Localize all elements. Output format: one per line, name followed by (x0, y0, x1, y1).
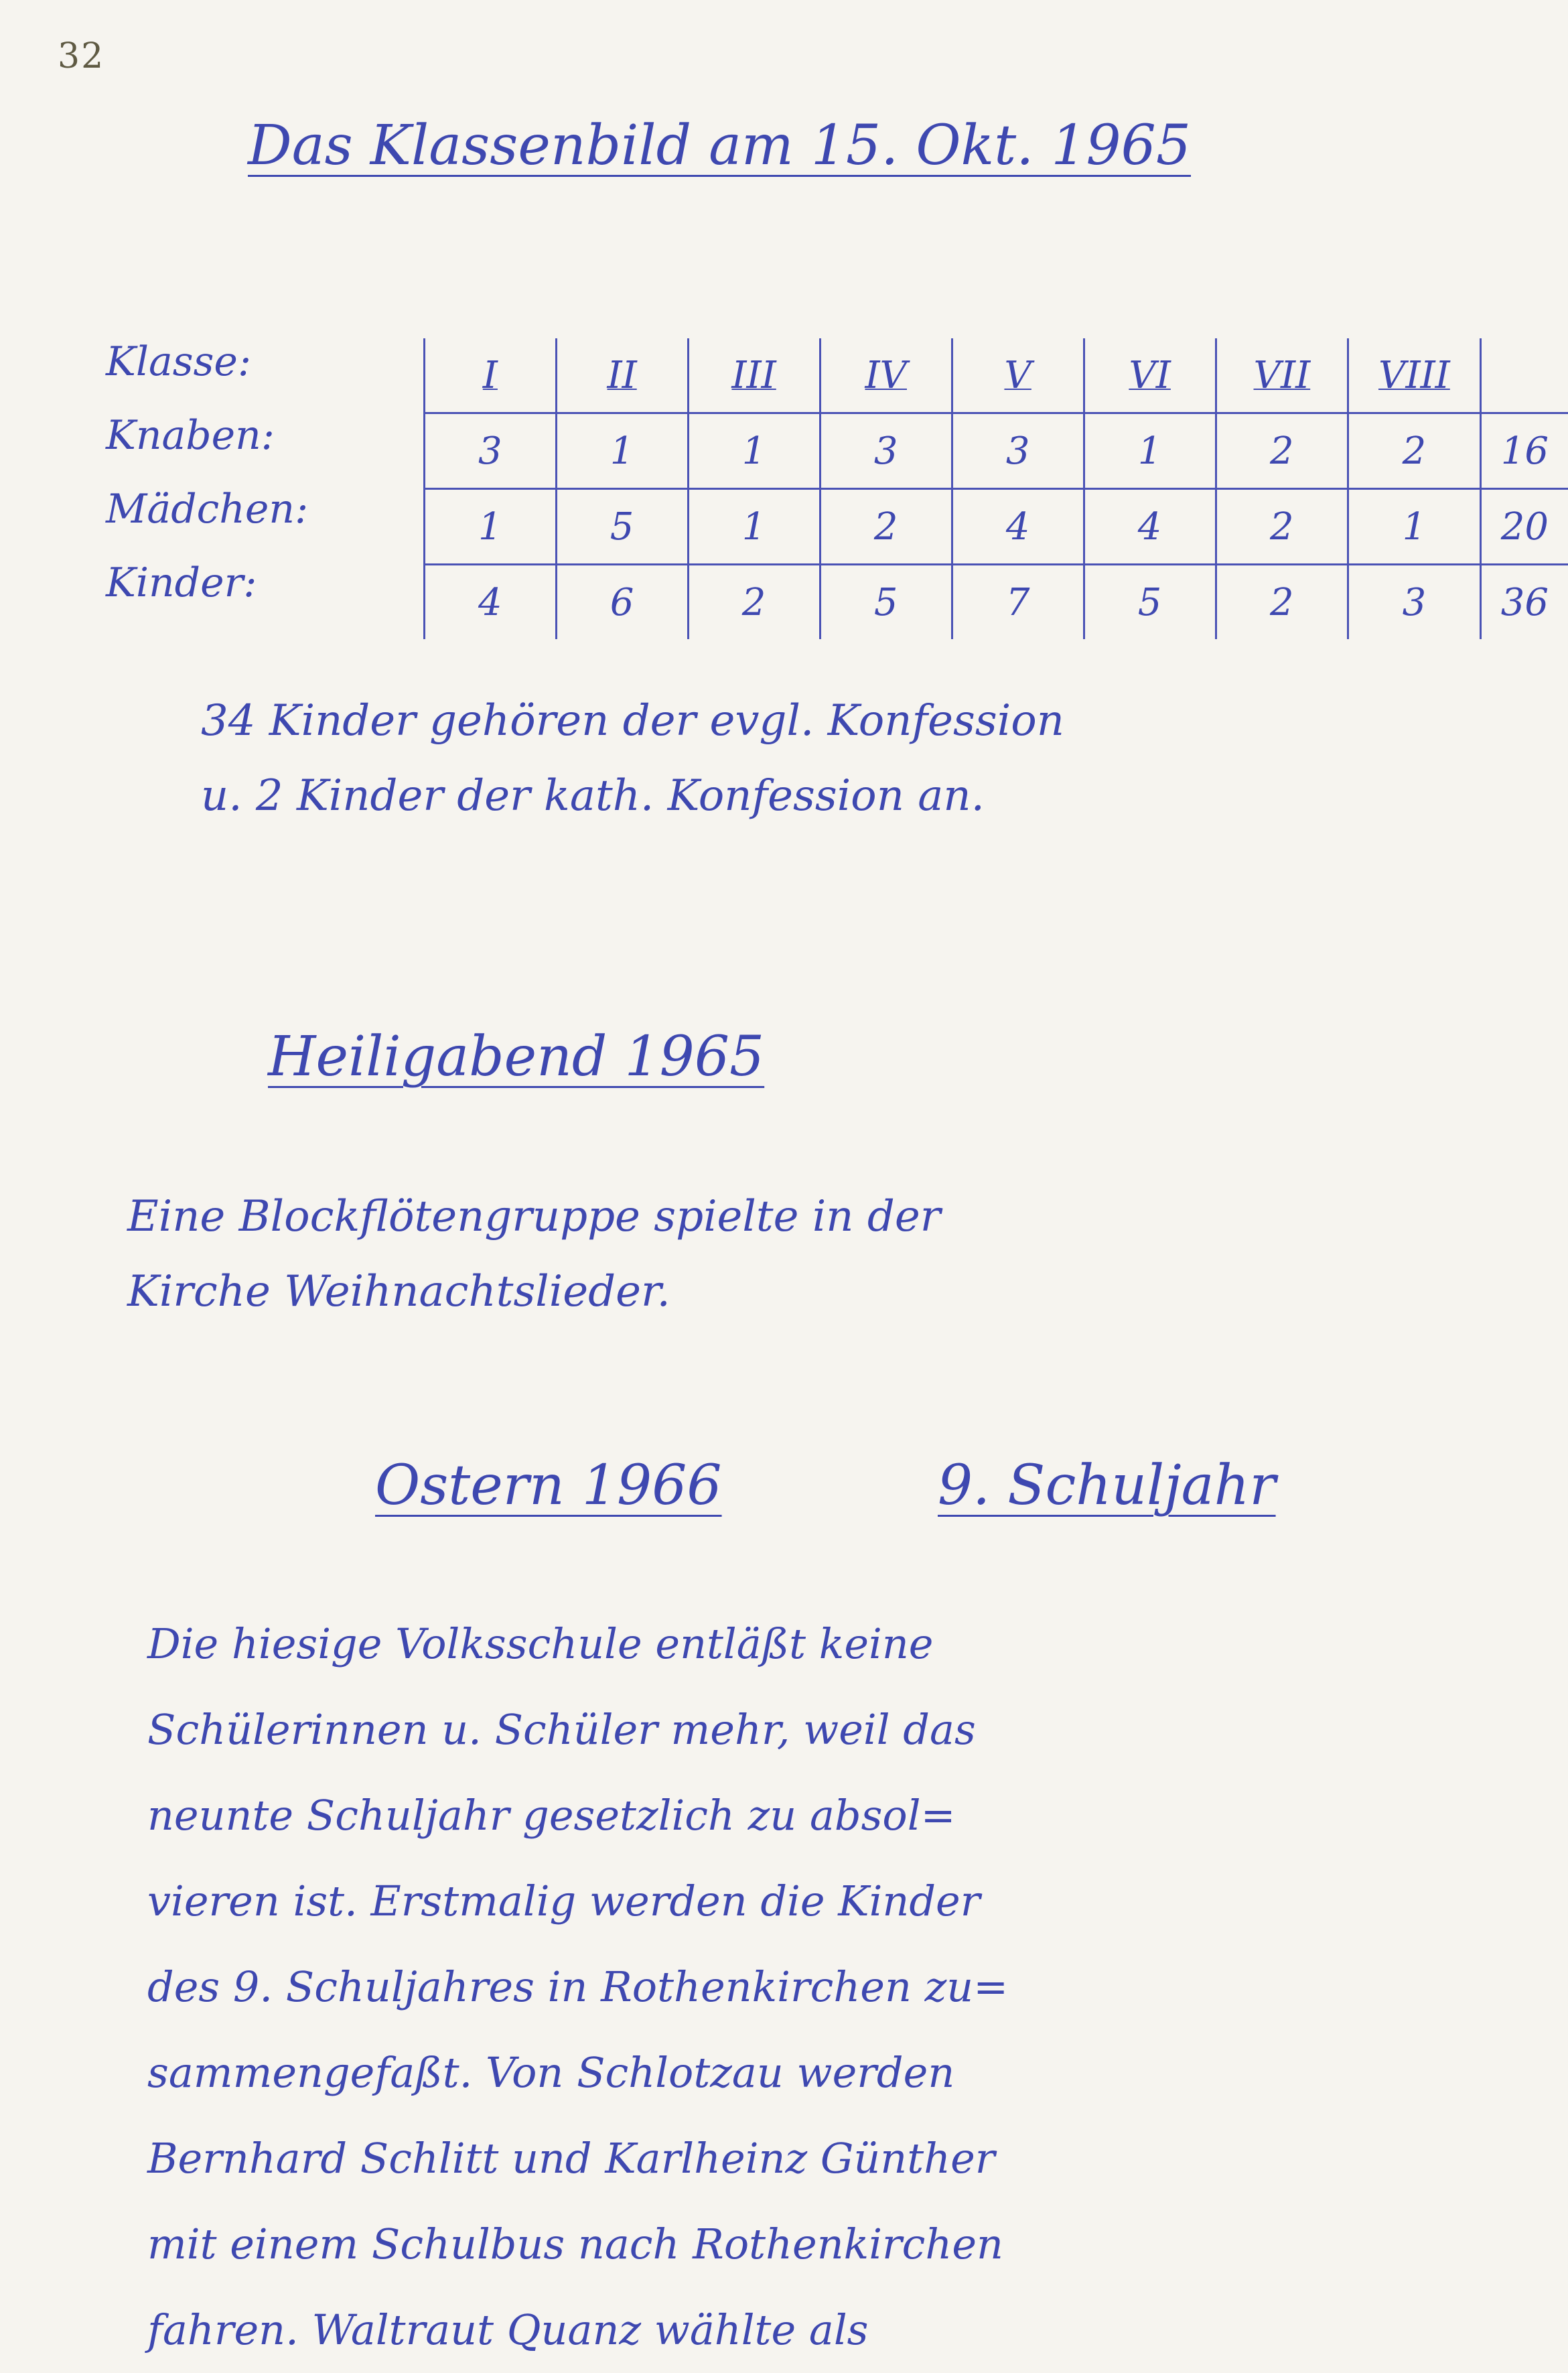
table-cell: 2 (820, 489, 952, 565)
table-cell: 4 (952, 489, 1084, 565)
table-row-kinder (425, 565, 1568, 640)
table-cell: 6 (556, 565, 688, 640)
table-cell: 4 (425, 565, 557, 640)
table-cell: 5 (556, 489, 688, 565)
table-cell: 1 (688, 489, 820, 565)
column-header: V (952, 338, 1084, 413)
table-cell: 3 (952, 413, 1084, 489)
column-header: III (688, 338, 820, 413)
text-line: vieren ist. Erstmalig werden die Kinder (147, 1858, 1008, 1944)
table-cell: 2 (1348, 413, 1481, 489)
table-cell: 4 (1084, 489, 1216, 565)
ostern-paragraph (147, 1601, 1008, 2373)
text-line: des 9. Schuljahres in Rothenkirchen zu= (147, 1944, 1008, 2030)
schuljahr-heading: 9. Schuljahr (938, 1454, 1276, 1517)
column-header: VIII (1348, 338, 1481, 413)
column-header: VI (1084, 338, 1216, 413)
text-line: Kirche Weihnachtslieder. (127, 1254, 940, 1329)
table-cell: 5 (1084, 565, 1216, 640)
table-cell: 3 (425, 413, 557, 489)
table-cell: 1 (1084, 413, 1216, 489)
confession-paragraph (201, 683, 1064, 833)
row-label-klasse: Klasse: (106, 338, 251, 385)
table-cell: 1 (425, 489, 557, 565)
table-row-knaben (425, 413, 1568, 489)
total-cell: 16 (1480, 413, 1568, 489)
table-cell: 7 (952, 565, 1084, 640)
table-cell: 3 (1348, 565, 1481, 640)
text-line: 34 Kinder gehören der evgl. Konfession (201, 683, 1064, 758)
text-line: sammengefaßt. Von Schlotzau werden (147, 2030, 1008, 2116)
table-cell: 2 (688, 565, 820, 640)
total-cell: 36 (1480, 565, 1568, 640)
text-line: u. 2 Kinder der kath. Konfession an. (201, 758, 1064, 833)
text-line: Schülerinnen u. Schüler mehr, weil das (147, 1687, 1008, 1773)
class-table (423, 338, 1568, 639)
text-line: Die hiesige Volksschule entläßt keine (147, 1601, 1008, 1687)
table-cell: 3 (820, 413, 952, 489)
total-cell: 20 (1480, 489, 1568, 565)
table-cell: 5 (820, 565, 952, 640)
column-header: IV (820, 338, 952, 413)
table-cell: 1 (1348, 489, 1481, 565)
heiligabend-heading: Heiligabend 1965 (268, 1025, 764, 1089)
table-cell: 2 (1216, 565, 1348, 640)
table-row-maedchen (425, 489, 1568, 565)
text-line: neunte Schuljahr gesetzlich zu absol= (147, 1773, 1008, 1858)
table-cell: 1 (688, 413, 820, 489)
column-header: VII (1216, 338, 1348, 413)
column-header: II (556, 338, 688, 413)
table-cell: 1 (556, 413, 688, 489)
ostern-heading: Ostern 1966 (375, 1454, 722, 1517)
row-label-knaben: Knaben: (106, 412, 275, 459)
table-cell: 2 (1216, 489, 1348, 565)
table-cell: 2 (1216, 413, 1348, 489)
text-line: Eine Blockflötengruppe spielte in der (127, 1179, 940, 1254)
page-number: 32 (58, 36, 104, 76)
class-picture-heading: Das Klassenbild am 15. Okt. 1965 (248, 114, 1191, 178)
text-line: mit einem Schulbus nach Rothenkirchen (147, 2201, 1008, 2287)
row-label-maedchen: Mädchen: (106, 486, 308, 533)
row-label-kinder: Kinder: (106, 559, 257, 606)
total-header (1480, 338, 1568, 413)
heiligabend-paragraph (127, 1179, 940, 1329)
table-header-row (425, 338, 1568, 413)
column-header: I (425, 338, 557, 413)
text-line: Bernhard Schlitt und Karlheinz Günther (147, 2116, 1008, 2201)
text-line: fahren. Waltraut Quanz wählte als (147, 2287, 1008, 2373)
